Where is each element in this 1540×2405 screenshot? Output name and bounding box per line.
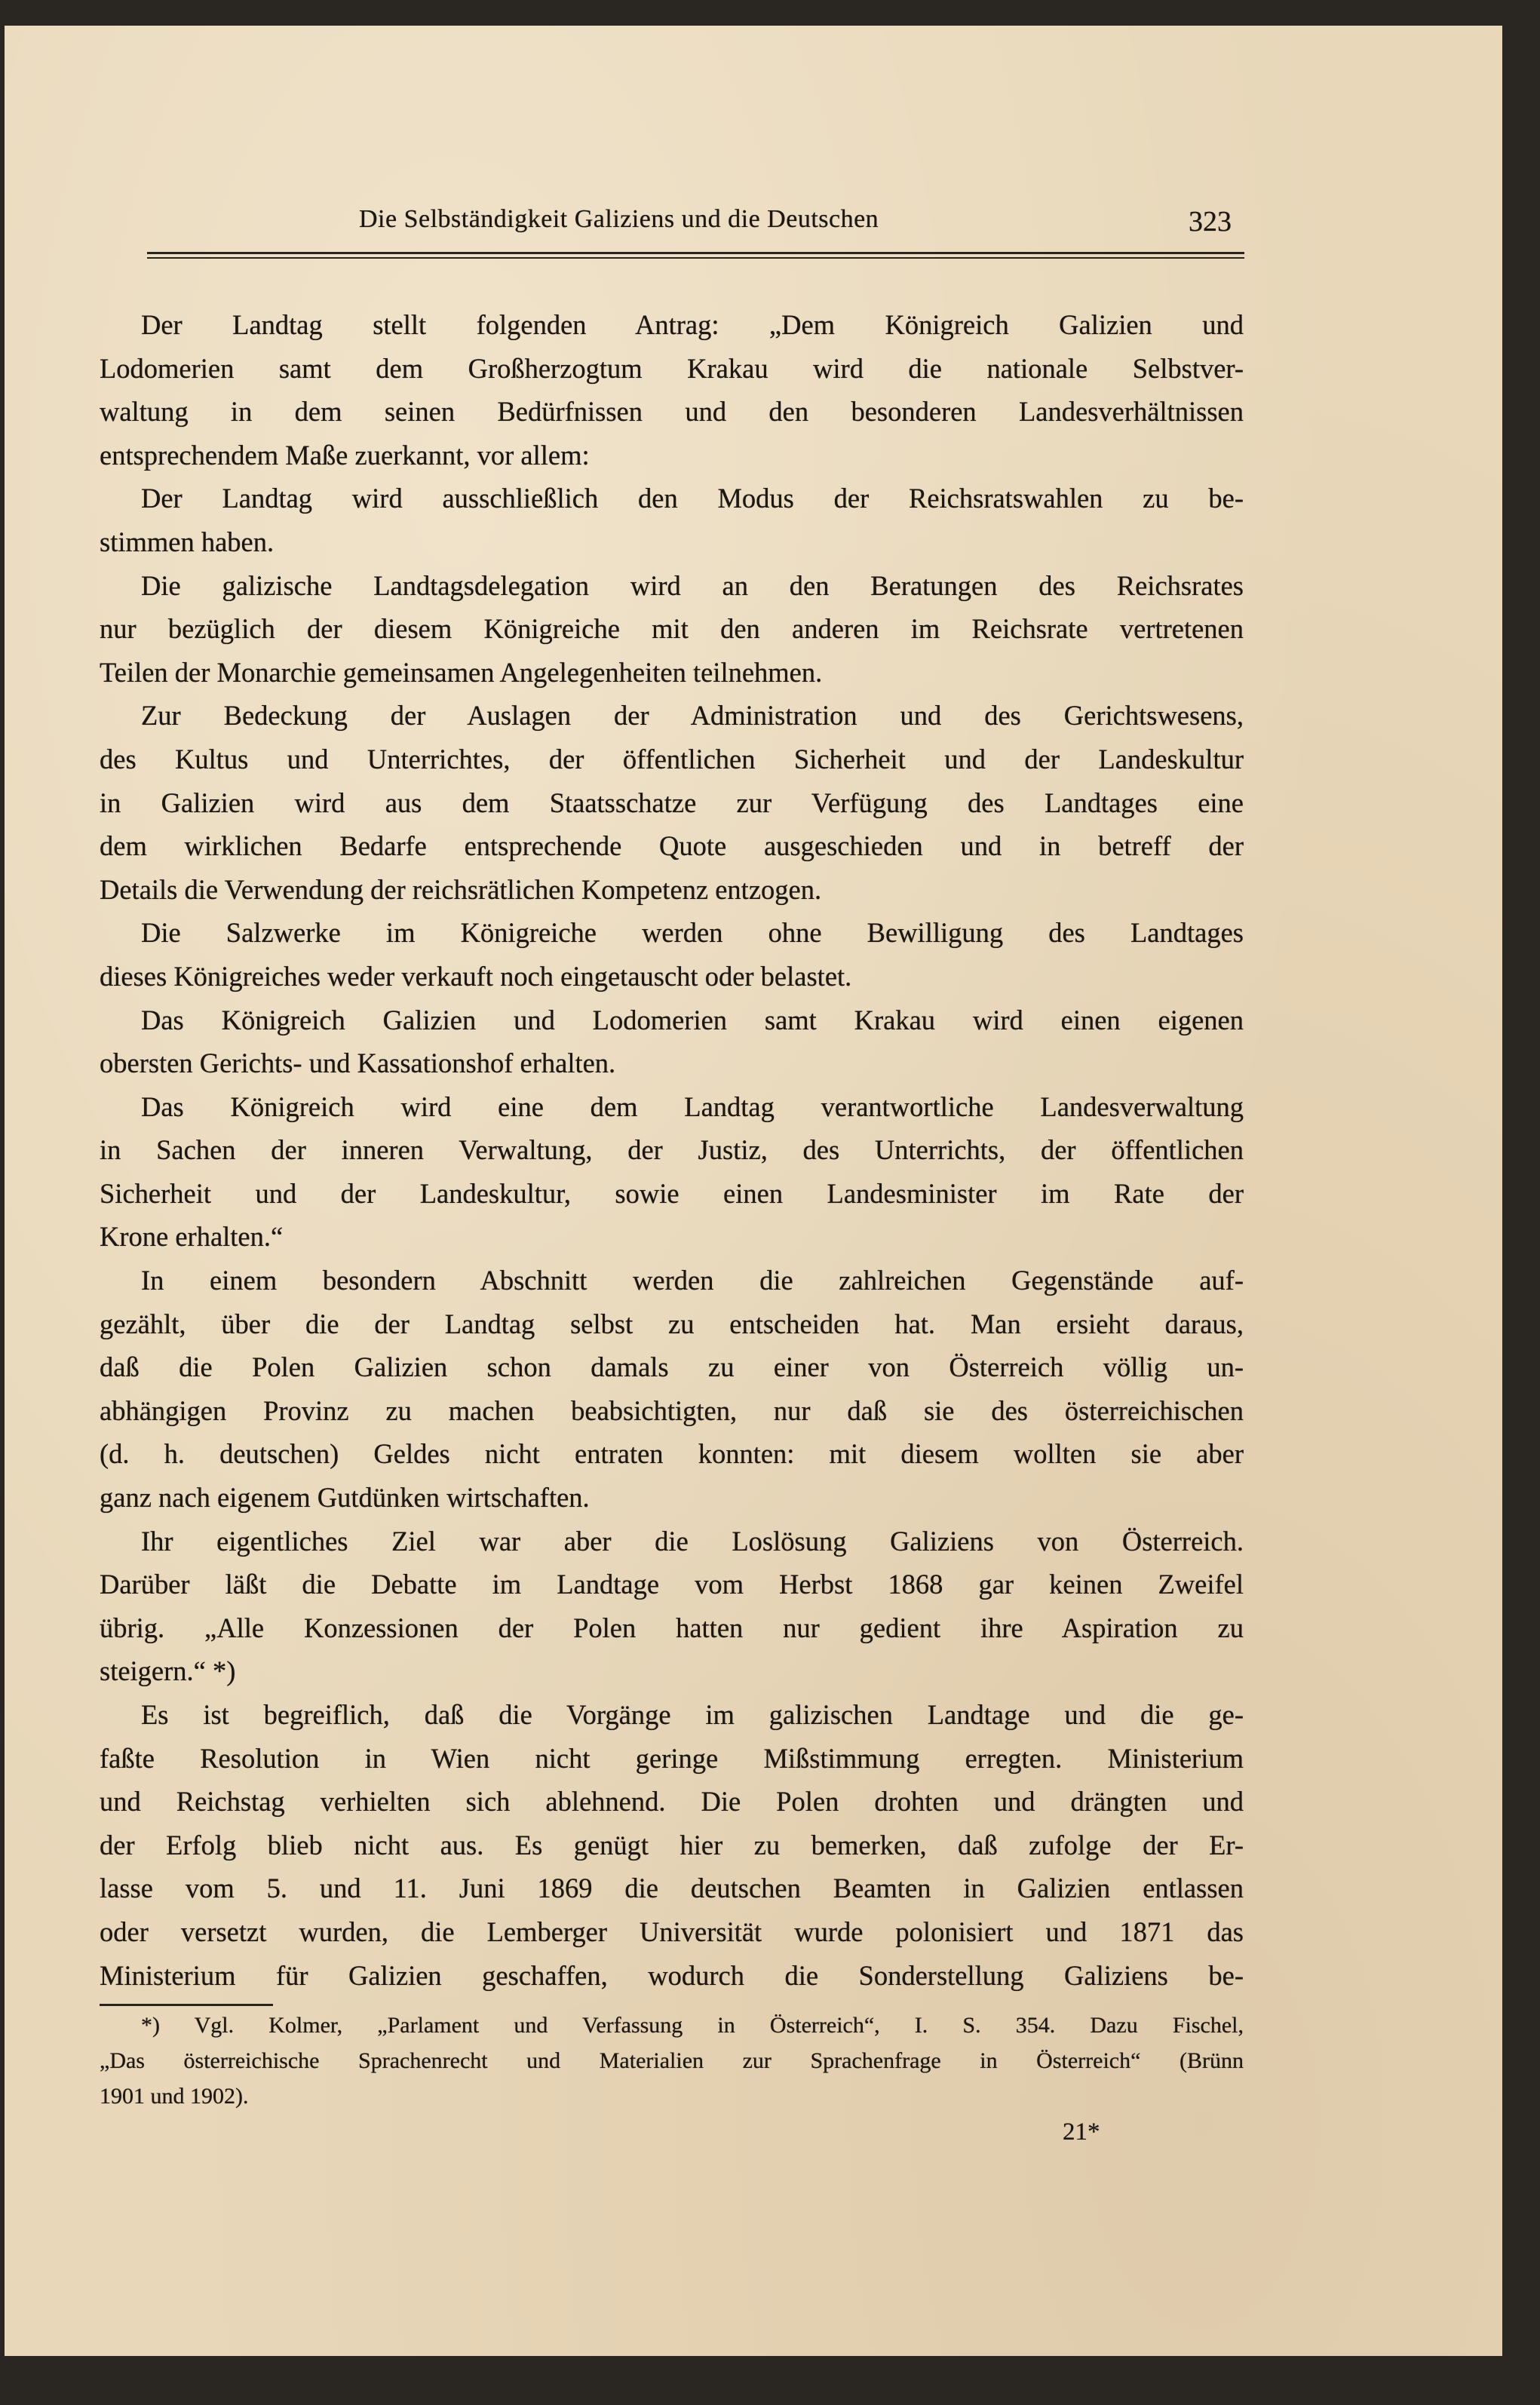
text-line: nur bezüglich der diesem Königreiche mit den anderen im Reichsrate vertretenen xyxy=(100,613,1244,645)
text-line: Ihr eigentliches Ziel war aber die Loslösung Galiziens von Österreich. xyxy=(141,1525,1244,1557)
text-line: In einem besondern Abschnitt werden die zahlreichen Gegenstände auf- xyxy=(141,1265,1244,1296)
paragraph xyxy=(100,564,1244,695)
text-line: Sicherheit und der Landeskultur, sowie einen Landesminister im Rate der xyxy=(100,1177,1244,1209)
text-line: waltung in dem seinen Bedürfnissen und den besonderen Landesverhältnissen xyxy=(100,396,1244,428)
text-line: Es ist begreiflich, daß die Vorgänge im galizischen Landtage und die ge- xyxy=(141,1699,1244,1730)
text-line: oder versetzt wurden, die Lemberger Universität wurde polonisiert und 1871 das xyxy=(100,1916,1244,1947)
text-line: ganz nach eigenem Gutdünken wirtschaften. xyxy=(100,1482,590,1514)
text-line: Die galizische Landtagsdelegation wird an den Beratungen des Reichsrates xyxy=(141,569,1244,601)
paragraph xyxy=(100,1693,1244,1997)
text-line: und Reichstag verhielten sich ablehnend. Die Polen drohten und drängten und xyxy=(100,1786,1244,1818)
text-line: daß die Polen Galizien schon damals zu einer von Österreich völlig un- xyxy=(100,1351,1244,1383)
text-line: abhängigen Provinz zu machen beabsichtigten, nur daß sie des österreichischen xyxy=(100,1394,1244,1426)
text-line: faßte Resolution in Wien nicht geringe Mißstimmung erregten. Ministerium xyxy=(100,1742,1244,1774)
footnote-line: *) Vgl. Kolmer, „Parlament und Verfassung in Österreich“, I. S. 354. Dazu Fischel, xyxy=(141,2013,1244,2038)
header-rule-bottom xyxy=(147,257,1244,259)
text-line: Darüber läßt die Debatte im Landtage vom Herbst 1868 gar keinen Zweifel xyxy=(100,1569,1244,1600)
paragraph xyxy=(100,477,1244,563)
text-line: Das Königreich Galizien und Lodomerien samt Krakau wird einen eigenen xyxy=(141,1004,1244,1035)
text-line: Lodomerien samt dem Großherzogtum Krakau wird die nationale Selbstver- xyxy=(100,352,1244,384)
text-line: in Sachen der inneren Verwaltung, der Justiz, des Unterrichts, der öffentlichen xyxy=(100,1134,1244,1166)
book-page xyxy=(5,26,1502,2356)
text-line: dem wirklichen Bedarfe entsprechende Quote ausgeschieden und in betreff der xyxy=(100,830,1244,862)
text-line: (d. h. deutschen) Geldes nicht entraten konnten: mit diesem wollten sie aber xyxy=(100,1438,1244,1470)
header-rule-top xyxy=(147,252,1244,254)
text-line: Zur Bedeckung der Auslagen der Administration und des Gerichtswesens, xyxy=(141,700,1244,732)
text-line: des Kultus und Unterrichtes, der öffentlichen Sicherheit und der Landeskultur xyxy=(100,743,1244,775)
text-line: Krone erhalten.“ xyxy=(100,1221,284,1253)
footnote-rule xyxy=(100,2004,273,2006)
text-line: stimmen haben. xyxy=(100,526,275,557)
text-line: Teilen der Monarchie gemeinsamen Angelegenheiten teilnehmen. xyxy=(100,656,823,688)
page-number: 323 xyxy=(1189,206,1232,238)
text-line: Das Königreich wird eine dem Landtag verantwortliche Landesverwaltung xyxy=(141,1091,1244,1122)
paragraph xyxy=(100,1520,1244,1693)
text-line: in Galizien wird aus dem Staatsschatze zur Verfügung des Landtages eine xyxy=(100,787,1244,818)
paragraph xyxy=(100,1259,1244,1520)
text-line: lasse vom 5. und 11. Juni 1869 die deutschen Beamten in Galizien entlassen xyxy=(100,1873,1244,1904)
paragraph xyxy=(100,1085,1244,1259)
text-line: Details die Verwendung der reichsrätlichen Kompetenz entzogen. xyxy=(100,873,822,905)
signature-mark: 21* xyxy=(1063,2118,1100,2146)
paragraph xyxy=(100,303,1244,477)
running-header-title: Die Selbständigkeit Galiziens und die Deutschen xyxy=(359,205,879,233)
footnotes xyxy=(100,2008,1244,2114)
text-line: steigern.“ *) xyxy=(100,1655,236,1687)
text-line: übrig. „Alle Konzessionen der Polen hatten nur gedient ihre Aspiration zu xyxy=(100,1612,1244,1643)
body-text xyxy=(100,303,1244,1997)
footnote xyxy=(100,2008,1244,2114)
footnote-line: 1901 und 1902). xyxy=(100,2084,249,2109)
text-line: der Erfolg blieb nicht aus. Es genügt hier zu bemerken, daß zufolge der Er- xyxy=(100,1829,1244,1861)
footnote-line: „Das österreichische Sprachenrecht und Materialien zur Sprachenfrage in Österreich“ (Brünn xyxy=(100,2048,1244,2073)
text-line: dieses Königreiches weder verkauft noch eingetauscht oder belastet. xyxy=(100,960,852,992)
paragraph xyxy=(100,911,1244,998)
text-line: Der Landtag stellt folgenden Antrag: „Dem Königreich Galizien und xyxy=(141,309,1244,340)
text-line: gezählt, über die der Landtag selbst zu entscheiden hat. Man ersieht daraus, xyxy=(100,1308,1244,1339)
text-line: Der Landtag wird ausschließlich den Modus der Reichsratswahlen zu be- xyxy=(141,483,1244,514)
text-line: Ministerium für Galizien geschaffen, wodurch die Sonderstellung Galiziens be- xyxy=(100,1959,1244,1991)
text-line: entsprechendem Maße zuerkannt, vor allem: xyxy=(100,439,590,471)
paragraph xyxy=(100,694,1244,911)
text-line: Die Salzwerke im Königreiche werden ohne Bewilligung des Landtages xyxy=(141,917,1244,949)
text-line: obersten Gerichts- und Kassationshof erhalten. xyxy=(100,1048,616,1079)
paragraph xyxy=(100,999,1244,1085)
